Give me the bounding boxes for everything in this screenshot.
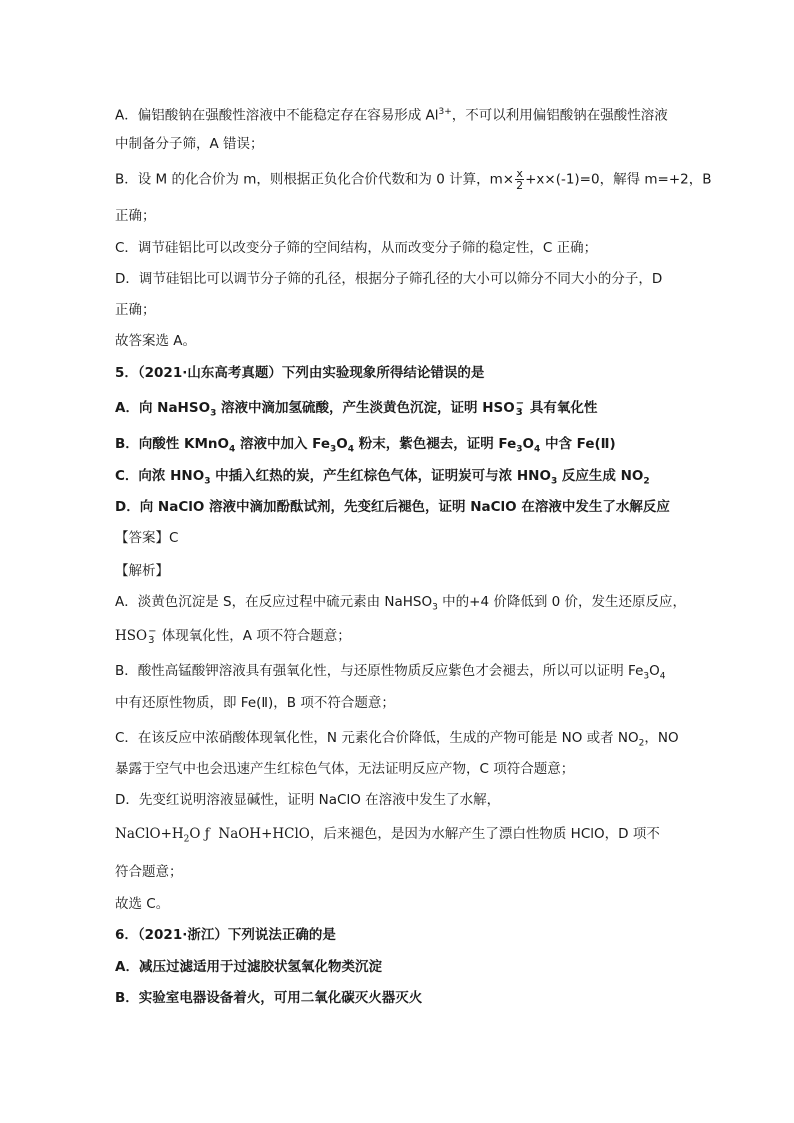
q5-analysis-b-line1: B．酸性高锰酸钾溶液具有强氧化性，与还原性物质反应紫色才会褪去，所以可以证明 $Fe_3O_4$ xyxy=(115,663,666,682)
q5-option-b: B．向酸性 KMnO$_4$ 溶液中加入 $Fe_3O_4$ 粉末，紫色褪去，证明 $Fe_3O_4$ 中含 Fe(Ⅱ) xyxy=(115,436,616,455)
q5-stem: 5．（2021·山东高考真题）下列由实验现象所得结论错误的是 xyxy=(115,365,485,381)
q5-analysis-a-line1: A．淡黄色沉淀是 S，在反应过程中硫元素由 NaHSO$_3$ 中的+4 价降低到 0 价，发生还原反应， xyxy=(115,594,686,613)
q5-analysis-label: 【解析】 xyxy=(115,563,169,579)
q4-analysis-c: C．调节硅铝比可以改变分子筛的空间结构，从而改变分子筛的稳定性，C 正确； xyxy=(115,240,598,256)
q5-analysis-c-line2: 暴露于空气中也会迅速产生红棕色气体，无法证明反应产物，C 项符合题意； xyxy=(115,761,575,777)
q4-analysis-d-line2: 正确； xyxy=(115,302,156,318)
fraction-x-over-2: $\frac{x}{2}$ xyxy=(516,167,524,192)
q5-conclusion: 故选 C。 xyxy=(115,896,170,912)
q4-analysis-a-line2: 中制备分子筛，A 错误； xyxy=(115,136,264,152)
q5-answer: 【答案】C xyxy=(115,530,179,546)
q5-analysis-d-line2: $NaClO+H_2O$ ƒ NaOH+HClO，后来褪色，是因为水解产生了漂白性物质 HClO，D 项不 xyxy=(115,826,660,845)
q5-option-a: A．向 NaHSO$_3$ 溶液中滴加氢硫酸，产生淡黄色沉淀，证明 HSO − 3 具有氧化性 xyxy=(115,398,598,419)
q5-analysis-b-line2: 中有还原性物质，即 Fe(Ⅱ)，B 项不符合题意； xyxy=(115,695,395,711)
q4-analysis-b-line1: B．设 M 的化合价为 m，则根据正负化合价代数和为 0 计算，m× $\frac{x}{2}$ +x×(-1)=0，解得 m=+2，B xyxy=(115,167,712,192)
reversible-arrow-icon: ƒ xyxy=(204,826,210,842)
q6-option-b: B．实验室电器设备着火，可用二氧化碳灭火器灭火 xyxy=(115,990,423,1006)
q5-option-d: D．向 NaClO 溶液中滴加酚酞试剂，先变红后褪色，证明 NaClO 在溶液中发生了水解反应 xyxy=(115,499,670,515)
q4-analysis-a-line1: A．偏铝酸钠在强酸性溶液中不能稳定存在容易形成 $Al^{3+}$，不可以利用偏铝酸钠在强酸性溶液 xyxy=(115,107,668,124)
q4-analysis-b-line2: 正确； xyxy=(115,208,156,224)
q4-conclusion: 故答案选 A。 xyxy=(115,333,197,349)
q5-analysis-c-line1: C．在该反应中浓硝酸体现氧化性，N 元素化合价降低，生成的产物可能是 NO 或者 $NO_2$，NO xyxy=(115,730,679,749)
q5-option-c: C．向浓 $HNO_3$ 中插入红热的炭，产生红棕色气体，证明炭可与浓 $HNO_3$ 反应生成 $NO_2$ xyxy=(115,468,650,487)
q5-analysis-a-line2: HSO − 3 体现氧化性，A 项不符合题意； xyxy=(115,626,351,646)
q6-stem: 6．（2021·浙江）下列说法正确的是 xyxy=(115,927,336,943)
q5-analysis-d-line3: 符合题意； xyxy=(115,864,183,880)
hydrolysis-equation: $NaClO+H_2O$ ƒ NaOH+HClO xyxy=(115,826,310,845)
q5-analysis-d-line1: D．先变红说明溶液显碱性，证明 NaClO 在溶液中发生了水解， xyxy=(115,792,501,808)
q4-analysis-d-line1: D．调节硅铝比可以调节分子筛的孔径，根据分子筛孔径的大小可以筛分不同大小的分子，D xyxy=(115,271,663,287)
q6-option-a: A．减压过滤适用于过滤胶状氢氧化物类沉淀 xyxy=(115,959,382,975)
